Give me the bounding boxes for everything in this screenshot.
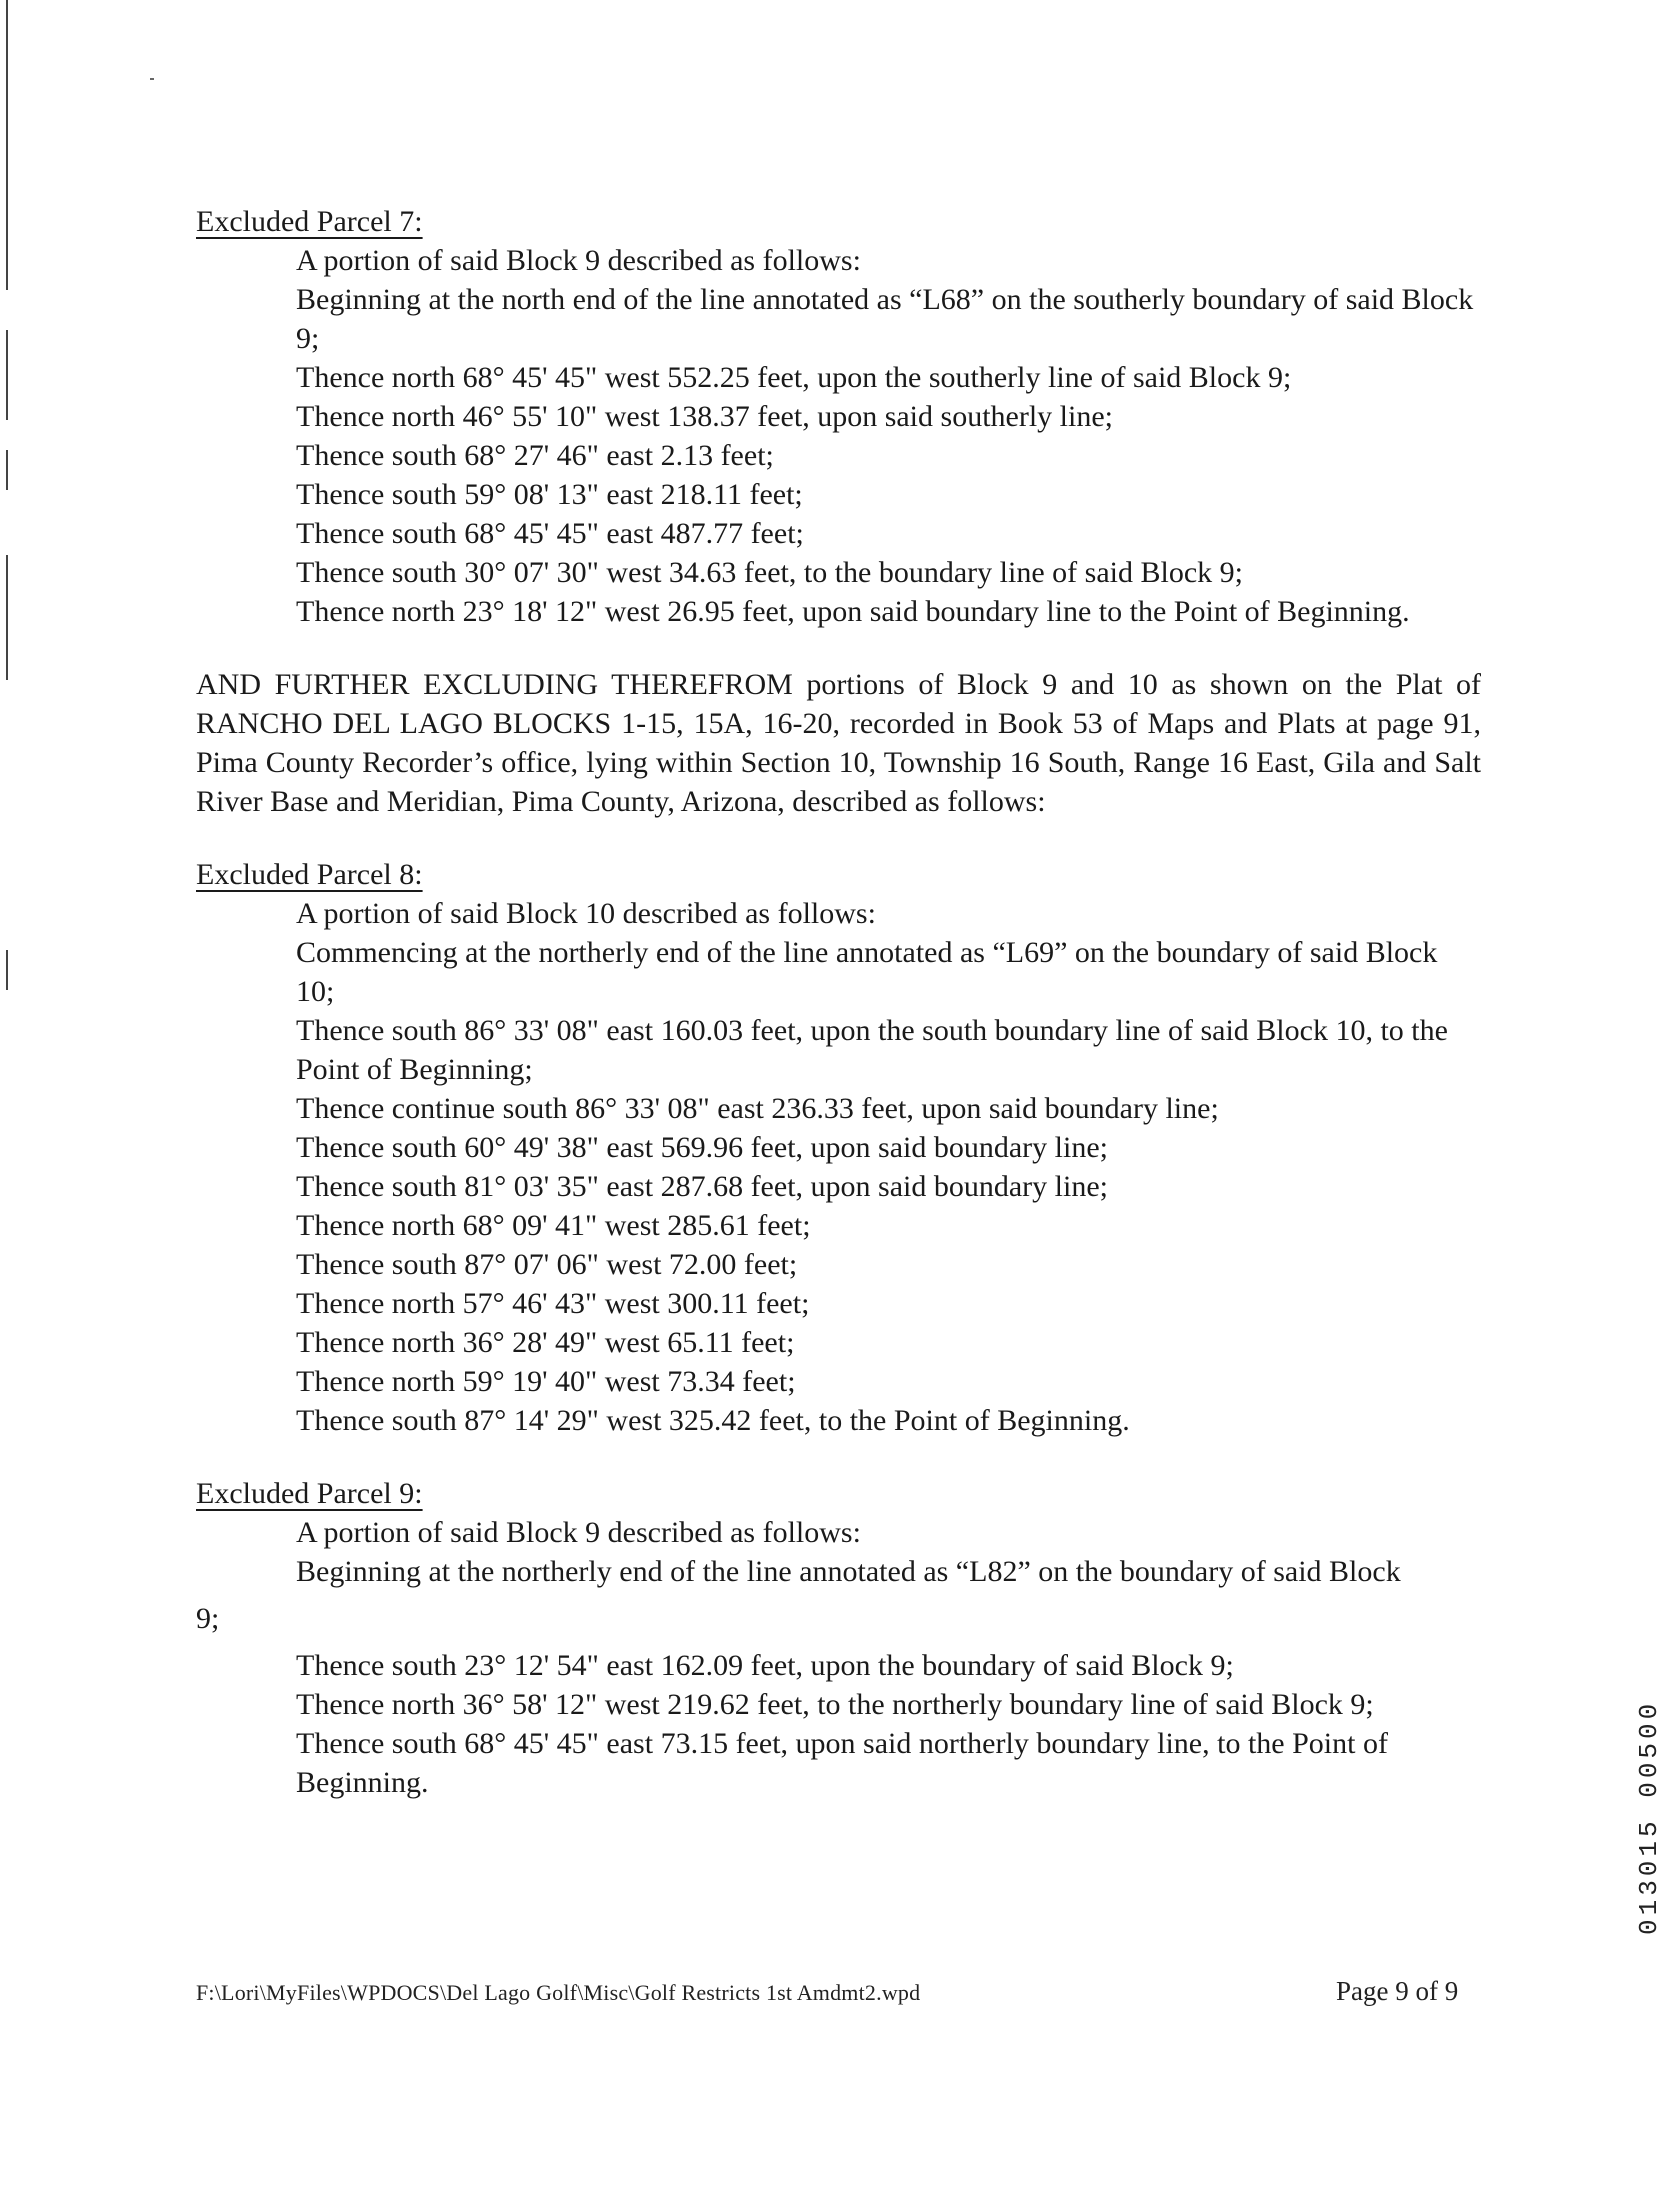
- parcel9-intro: A portion of said Block 9 described as follows:: [296, 1516, 861, 1549]
- parcel9-beginning: Beginning at the northerly end of the line annotated as “L82” on the boundary of said Block: [296, 1555, 1401, 1588]
- parcel9-last-call-text: Thence south 68° 45' 45" east 73.15 feet, upon said northerly boundary line, to the Point of Beginning.: [296, 1727, 1388, 1799]
- parcel7-beginning-text: Beginning at the north end of the line annotated as “L68” on the southerly boundary of said Block 9;: [296, 283, 1474, 355]
- scan-mark: [6, 450, 8, 490]
- parcel7-call-7: Thence north 23° 18' 12" west 26.95 feet, upon said boundary line to the Point of Beginning.: [296, 595, 1410, 628]
- document-body: [196, 202, 1481, 1802]
- parcel7-call-2: Thence north 46° 55' 10" west 138.37 feet, upon said southerly line;: [296, 400, 1113, 433]
- parcel8-call-5: Thence south 87° 07' 06" west 72.00 feet;: [296, 1248, 798, 1281]
- footer-file-path: F:\Lori\MyFiles\WPDOCS\Del Lago Golf\Misc\Golf Restricts 1st Amdmt2.wpd: [196, 1980, 921, 2005]
- parcel7-beginning: [196, 280, 1481, 358]
- parcel7-call-4: Thence south 59° 08' 13" east 218.11 feet;: [296, 478, 803, 511]
- parcel7-call-3: Thence south 68° 27' 46" east 2.13 feet;: [296, 439, 774, 472]
- parcel8-call-7: Thence north 36° 28' 49" west 65.11 feet;: [296, 1326, 795, 1359]
- parcel8-to-pob: [196, 1011, 1481, 1089]
- parcel8-commencing-text: Commencing at the northerly end of the line annotated as “L69” on the boundary of said Block 10;: [296, 936, 1438, 1008]
- parcel7-heading: Excluded Parcel 7:: [196, 205, 423, 238]
- parcel8-call-4: Thence north 68° 09' 41" west 285.61 feet;: [296, 1209, 811, 1242]
- footer-page-number: Page 9 of 9: [1336, 1976, 1459, 2006]
- scan-mark: [6, 950, 8, 990]
- scan-mark: [6, 330, 8, 420]
- parcel8-call-6: Thence north 57° 46' 43" west 300.11 feet;: [296, 1287, 810, 1320]
- parcel7-intro: A portion of said Block 9 described as follows:: [296, 244, 861, 277]
- parcel8-call-1: Thence continue south 86° 33' 08" east 236.33 feet, upon said boundary line;: [296, 1092, 1219, 1125]
- parcel9-beginning-cont: 9;: [196, 1602, 220, 1635]
- parcel7-call-1: Thence north 68° 45' 45" west 552.25 feet, upon the southerly line of said Block 9;: [296, 361, 1292, 394]
- parcel8-heading: Excluded Parcel 8:: [196, 858, 423, 891]
- parcel9-last-call: [196, 1724, 1481, 1802]
- parcel7-call-6: Thence south 30° 07' 30" west 34.63 feet, to the boundary line of said Block 9;: [296, 556, 1243, 589]
- parcel8-to-pob-text: Thence south 86° 33' 08" east 160.03 feet, upon the south boundary line of said Block 10, to the Point of Beginning;: [296, 1014, 1448, 1086]
- parcel8-intro: A portion of said Block 10 described as follows:: [296, 897, 876, 930]
- further-excluding-paragraph: AND FURTHER EXCLUDING THEREFROM portions of Block 9 and 10 as shown on the Plat of RANCHO DEL LAGO BLOCKS 1-15, 15A, 16-20, recorded in Book 53 of Maps and Plats at page 91, Pima County Recorder’s office, lying within Section 10, Township 16 South, Range 16 East, Gila and Salt River Base and Meridian, Pima County, Arizona, described as follows:: [196, 668, 1481, 818]
- recorder-stamp: [1604, 1595, 1664, 1935]
- recorder-stamp-text: 013015 00500: [1634, 1699, 1664, 1935]
- scan-speck: [150, 78, 154, 80]
- parcel9-heading: Excluded Parcel 9:: [196, 1477, 423, 1510]
- scan-mark: [6, 0, 8, 290]
- parcel8-call-9: Thence south 87° 14' 29" west 325.42 feet, to the Point of Beginning.: [296, 1404, 1130, 1437]
- parcel7-call-5: Thence south 68° 45' 45" east 487.77 feet;: [296, 517, 804, 550]
- parcel8-call-3: Thence south 81° 03' 35" east 287.68 feet, upon said boundary line;: [296, 1170, 1108, 1203]
- parcel9-call-2: Thence north 36° 58' 12" west 219.62 feet, to the northerly boundary line of said Block 9;: [296, 1688, 1374, 1721]
- parcel8-call-2: Thence south 60° 49' 38" east 569.96 feet, upon said boundary line;: [296, 1131, 1108, 1164]
- parcel8-commencing: [196, 933, 1481, 1011]
- parcel9-call-1: Thence south 23° 12' 54" east 162.09 feet, upon the boundary of said Block 9;: [296, 1649, 1234, 1682]
- parcel8-call-8: Thence north 59° 19' 40" west 73.34 feet;: [296, 1365, 796, 1398]
- scan-mark: [6, 555, 8, 680]
